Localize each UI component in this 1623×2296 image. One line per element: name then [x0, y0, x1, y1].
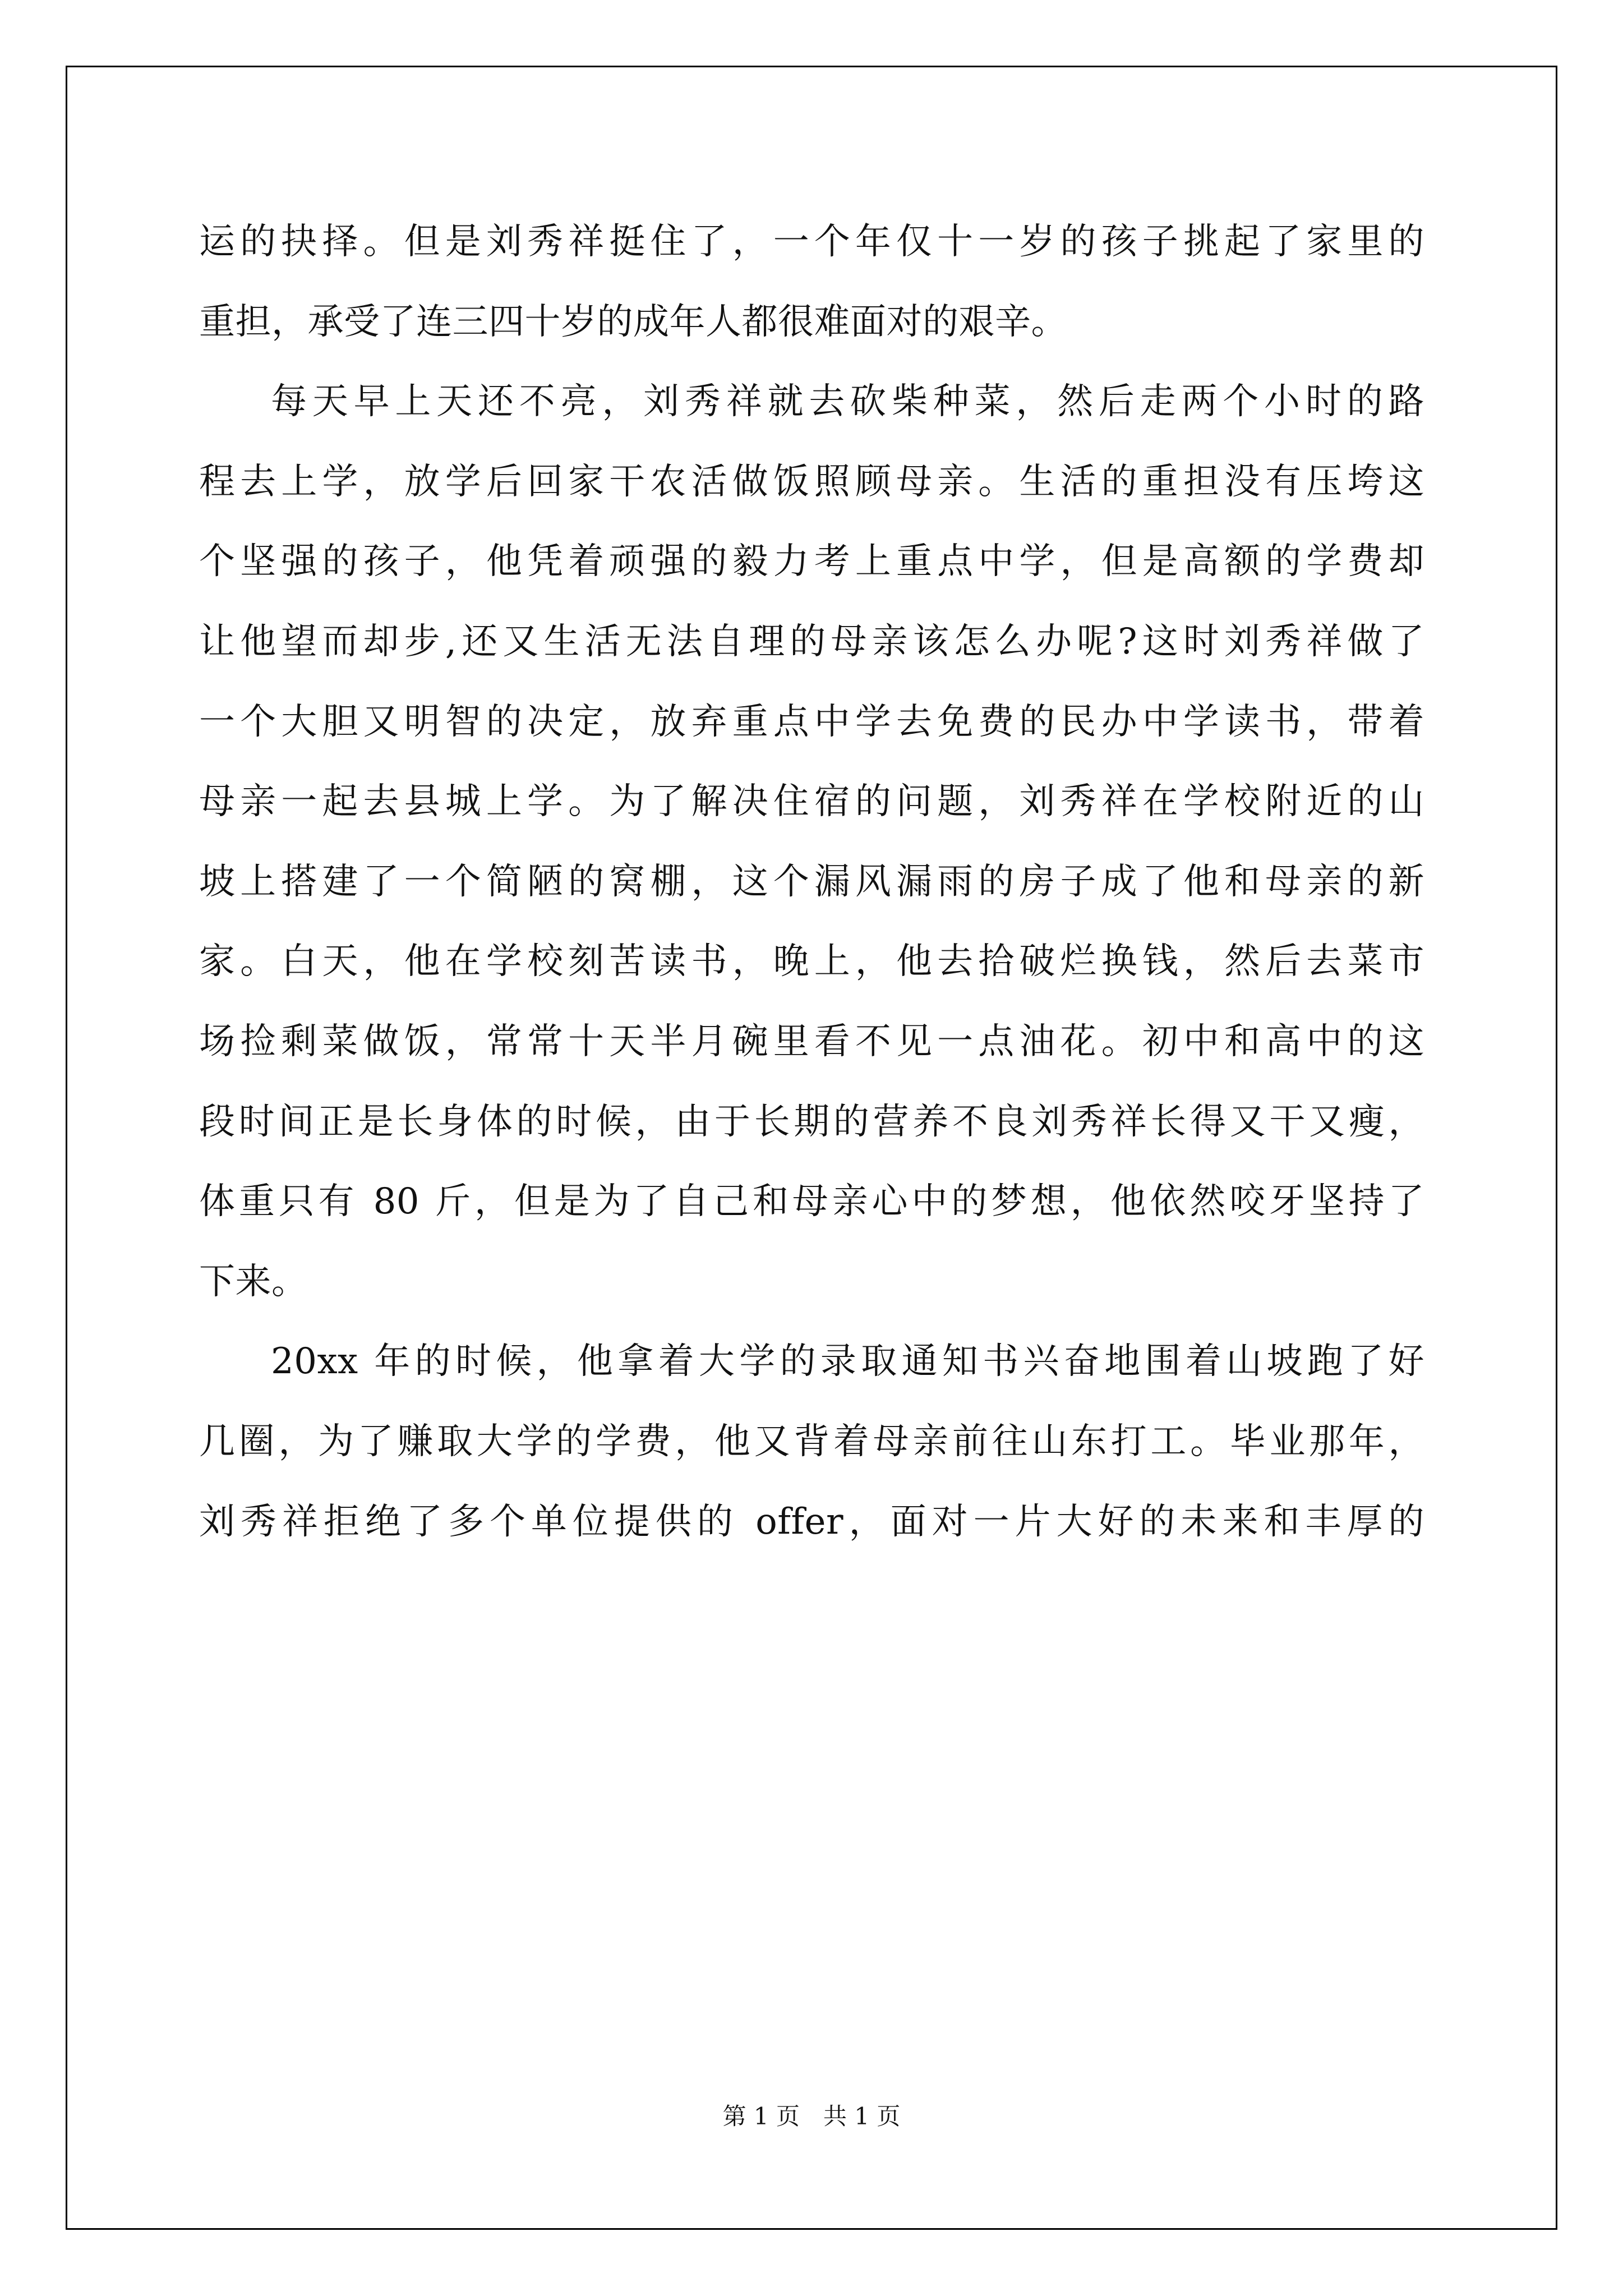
text-line: 场捡剩菜做饭，常常十天半月碗里看不见一点油花。初中和高中的这	[199, 1020, 1424, 1062]
text-line: 家。白天，他在学校刻苦读书，晚上，他去拾破烂换钱，然后去菜市	[199, 941, 1424, 983]
text-line: 母亲一起去县城上学。为了解决住宿的问题，刘秀祥在学校附近的山	[199, 781, 1424, 823]
text-line: 运的抉择。但是刘秀祥挺住了，一个年仅十一岁的孩子挑起了家里的	[199, 221, 1424, 263]
text-line: 程去上学，放学后回家干农活做饭照顾母亲。生活的重担没有压垮这	[199, 461, 1424, 503]
text-line: 个坚强的孩子，他凭着顽强的毅力考上重点中学，但是高额的学费却	[199, 541, 1424, 583]
text-line: 坡上搭建了一个简陋的窝棚，这个漏风漏雨的房子成了他和母亲的新	[199, 861, 1424, 903]
text-line: 每天早上天还不亮，刘秀祥就去砍柴种菜，然后走两个小时的路	[271, 381, 1424, 423]
text-line: 几圈，为了赚取大学的学费，他又背着母亲前往山东打工。毕业那年，	[199, 1420, 1424, 1462]
text-line: 下来。	[199, 1260, 308, 1303]
text-line: 体重只有 80 斤，但是为了自己和母亲心中的梦想，他依然咬牙坚持了	[199, 1181, 1424, 1223]
text-line: 段时间正是长身体的时候，由于长期的营养不良刘秀祥长得又干又瘦，	[199, 1101, 1424, 1143]
page-footer: 第 1 页 共 1 页	[722, 2102, 901, 2130]
document-body	[199, 202, 1424, 1562]
text-line: 刘秀祥拒绝了多个单位提供的 offer，面对一片大好的未来和丰厚的	[199, 1501, 1424, 1543]
text-line: 重担，承受了连三四十岁的成年人都很难面对的艰辛。	[199, 301, 1067, 343]
text-line: 一个大胆又明智的决定，放弃重点中学去免费的民办中学读书，带着	[199, 701, 1424, 743]
text-line: 20xx 年的时候，他拿着大学的录取通知书兴奋地围着山坡跑了好	[271, 1341, 1424, 1383]
text-line: 让他望而却步,还又生活无法自理的母亲该怎么办呢?这时刘秀祥做了	[199, 620, 1424, 662]
